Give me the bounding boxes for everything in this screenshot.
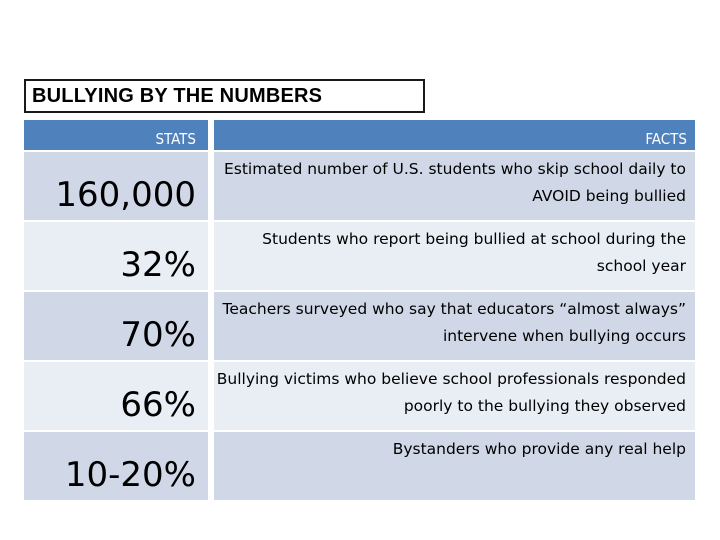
table-row bbox=[24, 361, 695, 431]
table-row bbox=[24, 431, 695, 501]
stat-value: 66% bbox=[24, 361, 208, 431]
fact-text: Estimated number of U.S. students who skip school daily to AVOID being bullied bbox=[214, 151, 695, 221]
stat-value: 32% bbox=[24, 221, 208, 291]
table-header-row bbox=[24, 120, 695, 151]
fact-text: Students who report being bullied at school during the school year bbox=[214, 221, 695, 291]
table-row bbox=[24, 221, 695, 291]
table-row bbox=[24, 151, 695, 221]
slide-title: BULLYING BY THE NUMBERS bbox=[24, 79, 425, 113]
fact-text: Teachers surveyed who say that educators “almost always” intervene when bullying occurs bbox=[214, 291, 695, 361]
stats-column-header: STATS bbox=[24, 120, 208, 151]
facts-column-header: FACTS bbox=[214, 120, 695, 151]
stat-value: 70% bbox=[24, 291, 208, 361]
table-row bbox=[24, 291, 695, 361]
stat-value: 10-20% bbox=[24, 431, 208, 501]
fact-text: Bystanders who provide any real help bbox=[214, 431, 695, 501]
stat-value: 160,000 bbox=[24, 151, 208, 221]
fact-text: Bullying victims who believe school professionals responded poorly to the bullying they observed bbox=[214, 361, 695, 431]
stats-table bbox=[24, 120, 695, 502]
